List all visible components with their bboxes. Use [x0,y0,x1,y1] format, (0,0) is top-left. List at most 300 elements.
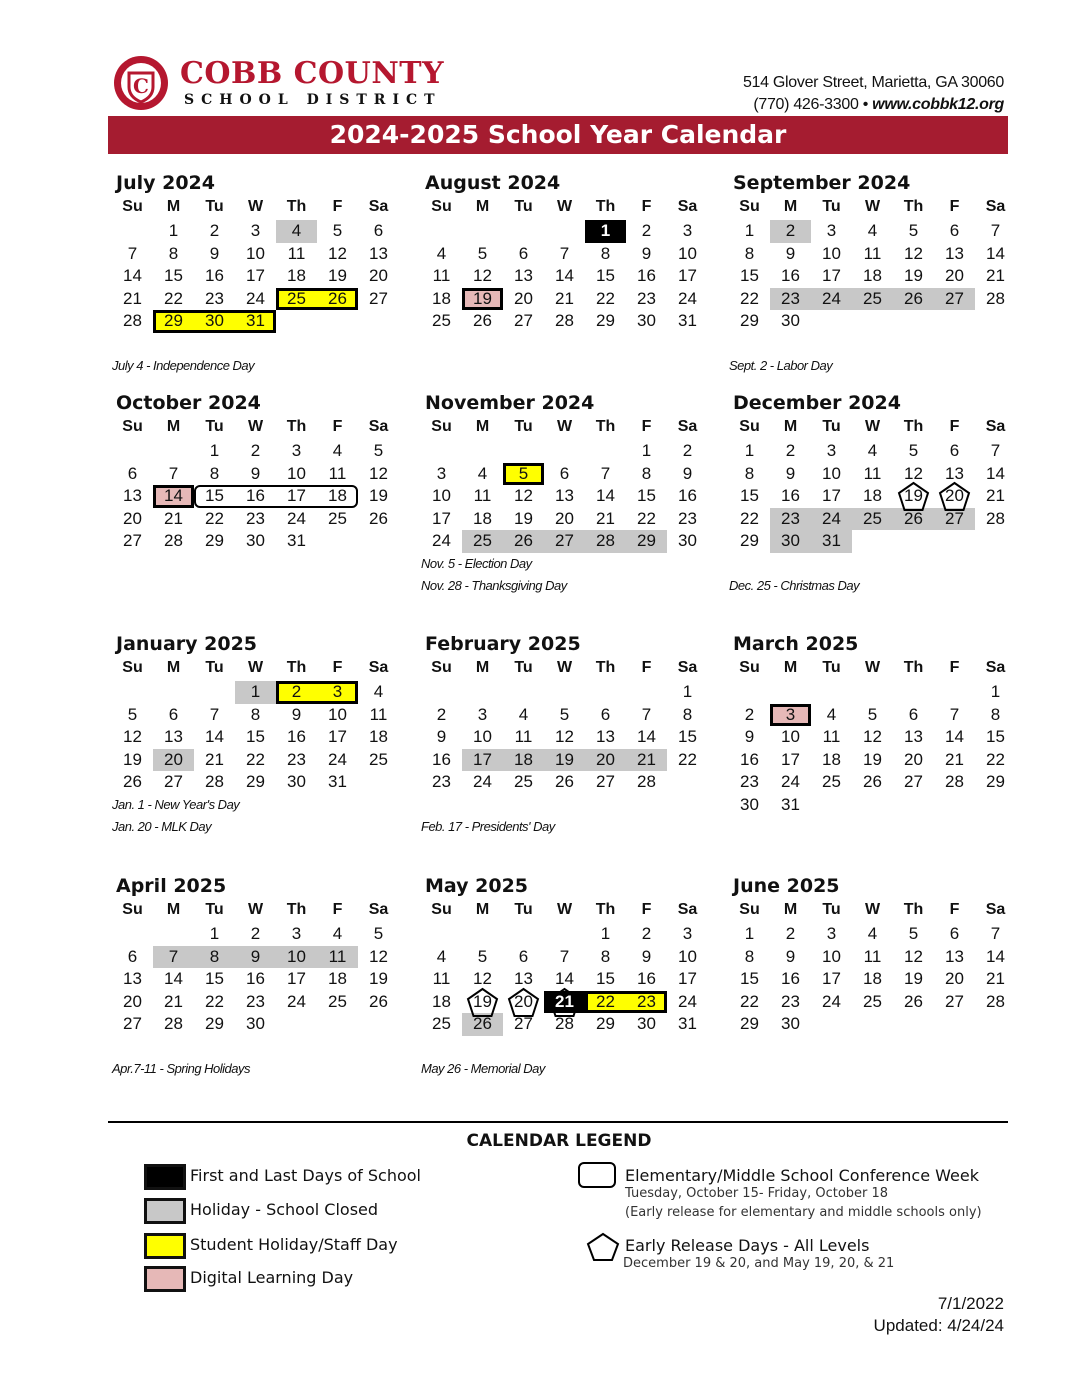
day-cell: 9 [785,946,796,966]
day-cell: 1 [209,441,220,460]
week-row [112,243,399,266]
day-cell: 24 [822,991,841,1011]
day-cell: 17 [781,749,800,769]
day-cell: 22 [740,991,759,1011]
legend-swatch-holiday [144,1198,186,1224]
empty-day [770,681,811,704]
day-cell: 9 [291,704,302,724]
day-cell: 22 [986,749,1005,769]
weekday-label: Su [431,198,452,215]
day-cell: 26 [904,991,923,1011]
month-grid [421,416,708,553]
day-cell: 18 [328,969,347,988]
day-cell: 27 [596,772,615,791]
legend-label-first-last: First and Last Days of School [190,1166,421,1185]
street-address: 514 Glover Street, Marietta, GA 30060 [742,74,1004,91]
day-cell: 26 [369,508,388,528]
day-cell: 6 [949,221,960,240]
weekday-header [421,657,708,681]
week-row [729,508,1016,531]
day-cell: 9 [744,727,755,746]
day-cell: 27 [123,531,142,550]
empty-day [462,681,503,704]
day-cell: 27 [369,288,388,308]
day-cell: 23 [781,991,800,1011]
day-cell: 4 [477,463,488,483]
empty-day [503,440,544,463]
week-row [729,220,1016,243]
day-cell: 19 [904,266,923,285]
day-cell: 17 [822,486,841,505]
empty-day [626,681,667,704]
day-cell: 19 [328,266,347,285]
weekday-header [112,657,399,681]
weekday-label: F [949,198,960,215]
day-cell: 29 [246,772,265,791]
week-row [729,485,1016,508]
weekday-label: Su [739,198,760,215]
day-cell: 11 [863,946,882,966]
day-cell: 28 [986,991,1005,1011]
weekday-label: Tu [205,659,224,676]
legend-label-early-release: Early Release Days - All Levels [625,1236,870,1255]
week-row [729,726,1016,749]
day-cell: 3 [826,924,837,943]
week-row [112,681,399,704]
week-row [729,991,1016,1014]
weekday-label: Su [739,901,760,918]
week-row [729,771,1016,794]
day-cell: 2 [250,441,261,460]
week-row [421,463,708,486]
day-cell: 27 [934,288,975,311]
day-cell: 20 [945,266,964,285]
weekday-label: Sa [985,659,1006,676]
day-cell: 18 [822,749,841,769]
day-cell: 2 [436,704,447,724]
day-cell: 15 [637,486,656,505]
day-cell: 25 [328,508,347,528]
day-cell: 18 [328,486,347,505]
day-cell: 25 [822,772,841,791]
day-cell: 3 [682,221,693,240]
weekday-label: W [247,659,264,676]
day-cell: 4 [826,704,837,724]
day-cell: 25 [863,991,882,1011]
day-cell: 6 [518,243,529,263]
day-cell: 9 [785,463,796,483]
empty-day [112,923,153,946]
day-cell: 27 [514,1014,533,1033]
day-cell: 29 [596,1014,615,1033]
day-cell: 21 [986,969,1005,988]
weekday-label: M [166,901,181,918]
legend-conference-dates: Tuesday, October 15- Friday, October 18 [625,1186,889,1201]
day-cell: 30 [637,311,656,330]
weekday-header [729,196,1016,220]
day-cell: 9 [785,243,796,263]
weekday-label: Su [122,659,143,676]
empty-day [893,530,934,553]
day-cell: 14 [986,463,1005,483]
day-cell: 17 [678,969,697,988]
day-cell: 22 [740,288,759,308]
day-cell: 4 [867,221,878,240]
day-cell: 20 [153,749,194,772]
day-cell: 1 [990,682,1001,701]
day-cell: 1 [209,924,220,943]
day-cell: 15 [596,266,615,285]
day-cell: 14 [555,266,574,285]
day-cell: 15 [596,969,615,988]
day-cell: 22 [164,288,183,308]
day-cell: 21 [164,991,183,1011]
weekday-label: W [556,901,573,918]
day-cell: 28 [123,311,142,330]
empty-day [893,1013,934,1036]
day-cell: 11 [369,704,388,724]
month-october-2024 [112,390,402,553]
day-cell: 10 [678,946,697,966]
day-cell: 11 [317,946,358,969]
week-row [112,991,399,1014]
day-cell: 2 [785,441,796,460]
day-cell: 10 [822,946,841,966]
day-cell: 14 [205,727,224,746]
empty-day [112,220,153,243]
day-cell: 9 [641,243,652,263]
day-cell: 16 [781,266,800,285]
day-cell: 24 [811,288,852,311]
day-cell: 24 [287,991,306,1011]
day-cell: 5 [908,441,919,460]
day-cell: 9 [250,463,261,483]
day-cell: 10 [678,243,697,263]
day-cell: 6 [168,704,179,724]
empty-day [934,681,975,704]
empty-day [852,310,893,333]
month-grid [421,899,708,1036]
day-cell: 12 [904,243,923,263]
day-cell: 19 [893,485,934,508]
day-cell: 13 [945,463,964,483]
weekday-header [112,196,399,220]
month-grid [112,657,399,794]
week-row [112,220,399,243]
day-cell: 28 [164,1014,183,1033]
day-cell: 30 [287,772,306,791]
weekday-label: Tu [514,901,533,918]
day-cell: 8 [194,946,235,969]
day-cell: 17 [432,508,451,528]
weekday-label: W [864,418,881,435]
day-cell: 30 [770,530,811,553]
day-cell: 17 [287,969,306,988]
empty-day [811,310,852,333]
day-cell: 11 [328,463,347,483]
day-cell: 6 [127,946,138,966]
day-cell: 20 [503,991,544,1014]
month-title: February 2025 [425,633,581,655]
day-cell: 13 [123,969,142,988]
weekday-label: Su [122,418,143,435]
day-cell: 7 [168,463,179,483]
day-cell: 2 [250,924,261,943]
weekday-header [729,416,1016,440]
week-row [112,288,399,311]
day-cell: 30 [194,310,235,333]
weekday-label: M [475,418,490,435]
phone-number: (770) 426-3300 [753,96,859,113]
day-cell: 24 [473,772,492,791]
day-cell: 20 [123,508,142,528]
weekday-label: Su [431,418,452,435]
holiday-note: July 4 - Independence Day [112,358,255,373]
day-cell: 5 [332,221,343,240]
day-cell: 28 [164,531,183,550]
empty-day [194,681,235,704]
empty-day [358,771,399,794]
week-row [112,726,399,749]
day-cell: 3 [436,463,447,483]
day-cell: 29 [740,1014,759,1033]
day-cell: 11 [432,969,451,988]
day-cell: 16 [781,486,800,505]
weekday-label: F [332,659,343,676]
day-cell: 16 [637,969,656,988]
holiday-note: Nov. 28 - Thanksgiving Day [421,578,567,593]
day-cell: 24 [678,288,697,308]
day-cell: 21 [626,749,667,772]
month-grid [421,657,708,794]
empty-day [421,220,462,243]
day-cell: 4 [518,704,529,724]
month-grid [112,196,399,333]
month-february-2025 [421,631,711,794]
day-cell: 10 [246,243,265,263]
day-cell: 16 [432,749,451,769]
day-cell: 26 [473,311,492,330]
day-cell: 15 [205,486,224,505]
day-cell: 21 [555,288,574,308]
pentagon-icon [466,987,499,1018]
week-row [729,440,1016,463]
day-cell: 4 [867,441,878,460]
week-row [421,440,708,463]
pentagon-icon [507,987,540,1018]
empty-day [153,923,194,946]
day-cell: 26 [123,772,142,791]
legend-label-student-holiday: Student Holiday/Staff Day [190,1235,398,1254]
month-title: December 2024 [733,392,901,414]
weekday-label: F [949,659,960,676]
day-cell: 8 [744,243,755,263]
bullet-separator: • [862,96,869,113]
day-cell: 22 [205,508,224,528]
weekday-header [421,196,708,220]
weekday-label: Sa [677,659,698,676]
day-cell: 19 [904,969,923,988]
empty-day [975,310,1016,333]
weekday-label: Sa [985,418,1006,435]
day-cell: 23 [205,288,224,308]
day-cell: 8 [744,946,755,966]
day-cell: 27 [123,1014,142,1033]
weekday-label: Tu [822,198,841,215]
day-cell: 7 [559,243,570,263]
empty-day [503,923,544,946]
day-cell: 26 [503,530,544,553]
weekday-label: Th [903,901,924,918]
empty-day [503,681,544,704]
day-cell: 6 [127,463,138,483]
holiday-note: Feb. 17 - Presidents' Day [421,819,555,834]
weekday-label: Th [903,418,924,435]
day-cell: 25 [462,530,503,553]
week-row [421,485,708,508]
website-link[interactable]: www.cobbk12.org [872,96,1004,113]
empty-day [358,1013,399,1036]
month-title: April 2025 [116,875,227,897]
weekday-label: W [556,659,573,676]
holiday-note: May 26 - Memorial Day [421,1061,545,1076]
empty-day [153,440,194,463]
month-grid [729,196,1016,333]
day-cell: 21 [123,288,142,308]
weekday-label: Th [595,659,616,676]
day-cell: 3 [477,704,488,724]
day-cell: 24 [781,772,800,791]
weekday-label: M [475,901,490,918]
day-cell: 10 [287,463,306,483]
weekday-label: Tu [514,659,533,676]
day-cell: 26 [893,508,934,531]
day-cell: 21 [205,749,224,769]
day-cell: 30 [637,1014,656,1033]
day-cell: 29 [740,311,759,330]
weekday-label: M [475,659,490,676]
empty-day [544,681,585,704]
day-cell: 5 [477,946,488,966]
week-row [421,265,708,288]
day-cell: 7 [990,221,1001,240]
weekday-label: F [641,901,652,918]
day-cell: 5 [373,441,384,460]
day-cell: 8 [209,463,220,483]
day-cell: 26 [317,288,358,311]
weekday-label: F [332,418,343,435]
empty-day [503,220,544,243]
day-cell: 20 [123,991,142,1011]
day-cell: 16 [678,486,697,505]
empty-day [893,310,934,333]
day-cell: 3 [826,441,837,460]
day-cell: 23 [246,508,265,528]
day-cell: 16 [637,266,656,285]
month-may-2025 [421,873,711,1036]
day-cell: 18 [863,969,882,988]
day-cell: 15 [740,969,759,988]
weekday-label: Th [286,198,307,215]
day-cell: 1 [744,441,755,460]
day-cell: 5 [908,924,919,943]
day-cell: 23 [770,508,811,531]
weekday-label: W [247,418,264,435]
month-title: July 2024 [116,172,215,194]
week-row [112,508,399,531]
day-cell: 5 [477,243,488,263]
month-december-2024 [729,390,1019,553]
weekday-header [729,899,1016,923]
weekday-label: Tu [205,418,224,435]
day-cell: 21 [164,508,183,528]
month-title: June 2025 [733,875,840,897]
week-row [729,530,1016,553]
empty-day [811,1013,852,1036]
week-row [729,265,1016,288]
weekday-label: W [864,659,881,676]
day-cell: 6 [949,441,960,460]
day-cell: 26 [555,772,574,791]
month-title: October 2024 [116,392,261,414]
empty-day [462,923,503,946]
week-row [421,946,708,969]
day-cell: 15 [986,727,1005,746]
day-cell: 15 [740,486,759,505]
week-row [112,968,399,991]
day-cell: 2 [209,221,220,240]
day-cell: 5 [503,463,544,486]
weekday-label: Tu [205,901,224,918]
day-cell: 28 [555,1014,574,1033]
weekday-label: Sa [368,901,389,918]
day-cell: 9 [436,727,447,746]
empty-day [975,794,1016,817]
day-cell: 6 [908,704,919,724]
empty-day [421,681,462,704]
day-cell: 25 [432,1014,451,1033]
day-cell: 16 [287,727,306,746]
day-cell: 25 [276,288,317,311]
day-cell: 1 [682,682,693,701]
empty-day [934,1013,975,1036]
weekday-label: M [783,901,798,918]
day-cell: 26 [462,1013,503,1036]
day-cell: 4 [867,924,878,943]
day-cell: 11 [822,727,841,746]
day-cell: 14 [945,727,964,746]
contact-line [743,94,1004,116]
month-june-2025 [729,873,1019,1036]
legend-divider [108,1121,1008,1123]
day-cell: 22 [596,288,615,308]
month-july-2024 [112,170,402,333]
month-grid [729,899,1016,1036]
weekday-header [421,416,708,440]
day-cell: 12 [473,969,492,988]
weekday-label: F [332,198,343,215]
svg-text:C: C [133,74,149,98]
day-cell: 8 [744,463,755,483]
weekday-label: M [783,198,798,215]
empty-day [852,794,893,817]
month-title: August 2024 [425,172,561,194]
day-cell: 30 [740,794,759,814]
day-cell: 30 [781,1014,800,1033]
day-cell: 24 [287,508,306,528]
day-cell: 14 [986,243,1005,263]
week-row [421,310,708,333]
